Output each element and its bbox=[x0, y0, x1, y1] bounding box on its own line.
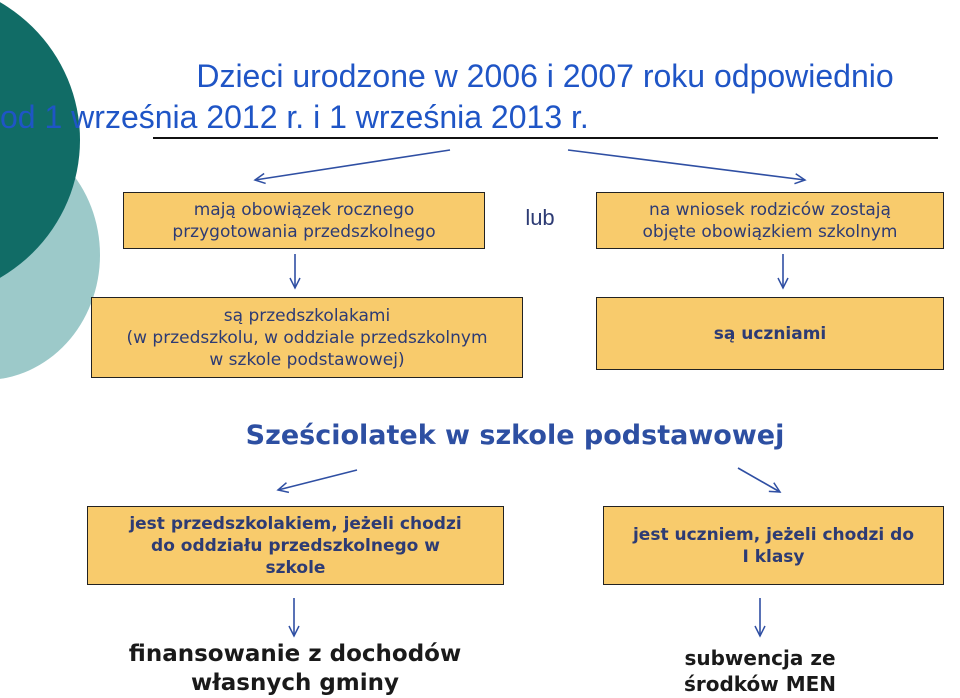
page-title-line-2: od 1 września 2012 r. i 1 września 2013 r. bbox=[0, 99, 589, 135]
page-title-line-1: Dzieci urodzone w 2006 i 2007 roku odpowiednio bbox=[196, 58, 894, 94]
arrow-heading-to-preschooler-if bbox=[278, 470, 357, 490]
box-preschool-obligation-text: mają obowiązek rocznego przygotowania przedszkolnego bbox=[172, 199, 436, 242]
funding-ministry-subsidy: subwencja ze środków MEN bbox=[683, 646, 837, 696]
box-student-condition bbox=[603, 506, 944, 585]
box-preschooler-condition bbox=[87, 506, 504, 585]
box-student-condition-text: jest uczniem, jeżeli chodzi do I klasy bbox=[632, 524, 914, 567]
section-heading: Sześciolatek w szkole podstawowej bbox=[245, 420, 785, 451]
box-preschoolers bbox=[91, 297, 523, 378]
or-connector: lub bbox=[525, 205, 555, 230]
box-school-obligation-text: na wniosek rodziców zostają objęte obowiązkiem szkolnym bbox=[642, 199, 898, 242]
arrow-heading-to-student-if bbox=[738, 468, 780, 492]
box-preschoolers-text: są przedszkolakami (w przedszkolu, w oddziale przedszkolnym w szkole podstawowej) bbox=[126, 305, 488, 370]
box-students bbox=[596, 297, 944, 370]
funding-municipal: finansowanie z dochodów własnych gminy bbox=[128, 641, 462, 696]
arrow-title-to-obligation bbox=[255, 150, 450, 180]
box-school-obligation-on-request bbox=[596, 192, 944, 249]
box-students-text: są uczniami bbox=[713, 323, 827, 344]
box-preschooler-condition-text: jest przedszkolakiem, jeżeli chodzi do oddziału przedszkolnego w szkole bbox=[129, 513, 462, 578]
arrow-title-to-request bbox=[568, 150, 805, 180]
box-preschool-obligation bbox=[123, 192, 485, 249]
